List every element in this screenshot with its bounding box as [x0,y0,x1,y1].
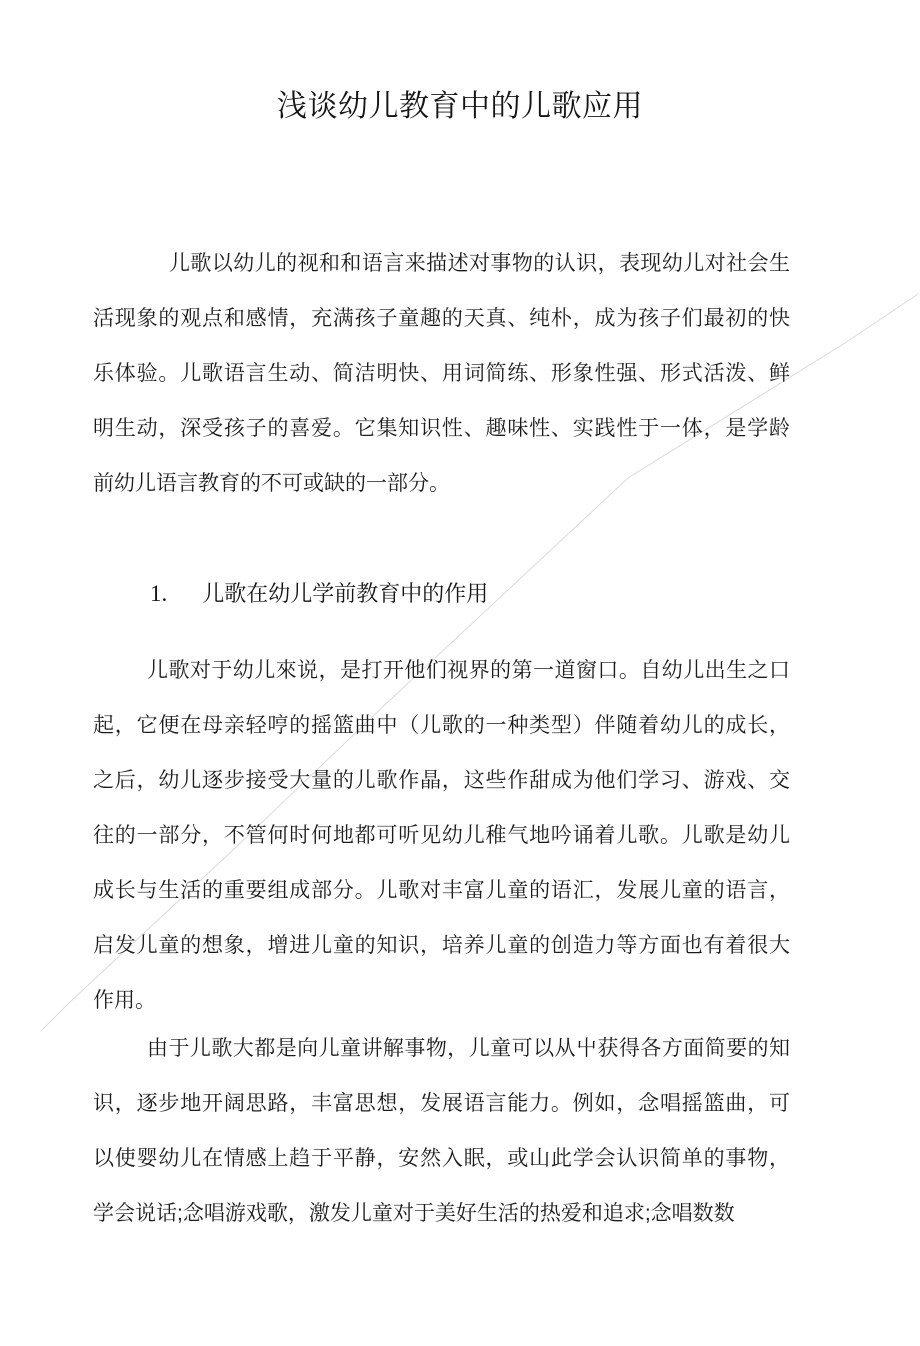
section1-heading-text: 儿歌在幼儿学前教育中的作用 [202,581,489,606]
text-line: 成长与生活的重要组成部分。儿歌对丰富儿童的语汇，发展儿童的语言， [93,879,790,902]
text-line: 乐体验。儿歌语言生动、简洁明快、用词简练、形象性强、形式活泼、鲜 [93,362,790,385]
section1-number: 1. [150,581,168,606]
text-line: 作用。 [93,989,156,1012]
intro-paragraph [93,236,790,511]
text-line: 儿歌以幼儿的视和和语言来描述对事物的认识，表现幼儿对社会生 [169,252,790,275]
effect-paragraph [93,1021,790,1241]
text-line: 活现象的观点和感情，充满孩子童趣的天真、纯朴，成为孩子们最初的快 [93,307,790,330]
text-line: 儿歌对于幼儿來说，是打开他们视界的第一道窗口。自幼儿出生之口 [147,659,790,682]
role-paragraph [93,643,790,1028]
text-line: 识，逐步地开阔思路，丰富思想，发展语言能力。例如，念唱摇篮曲，可 [93,1092,790,1115]
text-line: 之后，幼儿逐步接受大量的儿歌作晶，这些作甜成为他们学习、游戏、交 [93,769,790,792]
text-line: 启发儿童的想象，增进儿童的知识，培养儿童的创造力等方面也有着很大 [93,934,790,957]
text-line: 往的一部分，不管何时何地都可听见幼儿稚气地吟诵着儿歌。儿歌是幼儿 [93,824,790,847]
document-title: 浅谈幼儿教育中的儿歌应用 [277,90,643,123]
text-line: 以使婴幼儿在情感上趋于平静，安然入眠，或山此学会认识简单的事物， [93,1147,790,1170]
text-line: 明生动，深受孩子的喜爱。它集知识性、趣味性、实践性于一体，是学龄 [93,417,790,440]
text-line: 前幼儿语言教育的不可或缺的一部分。 [93,472,450,495]
text-line: 起，它便在母亲轻哼的摇篮曲中（儿歌的一种类型）伴随着幼儿的成长， [93,714,790,737]
text-line: 学会说话;念唱游戏歌，激发儿童对于美好生活的热爱和追求;念唱数数 [93,1202,735,1225]
section1-heading [93,574,790,614]
text-line: 由于儿歌大都是向儿童讲解事物，儿童可以从屮获得各方面简要的知 [147,1037,790,1060]
